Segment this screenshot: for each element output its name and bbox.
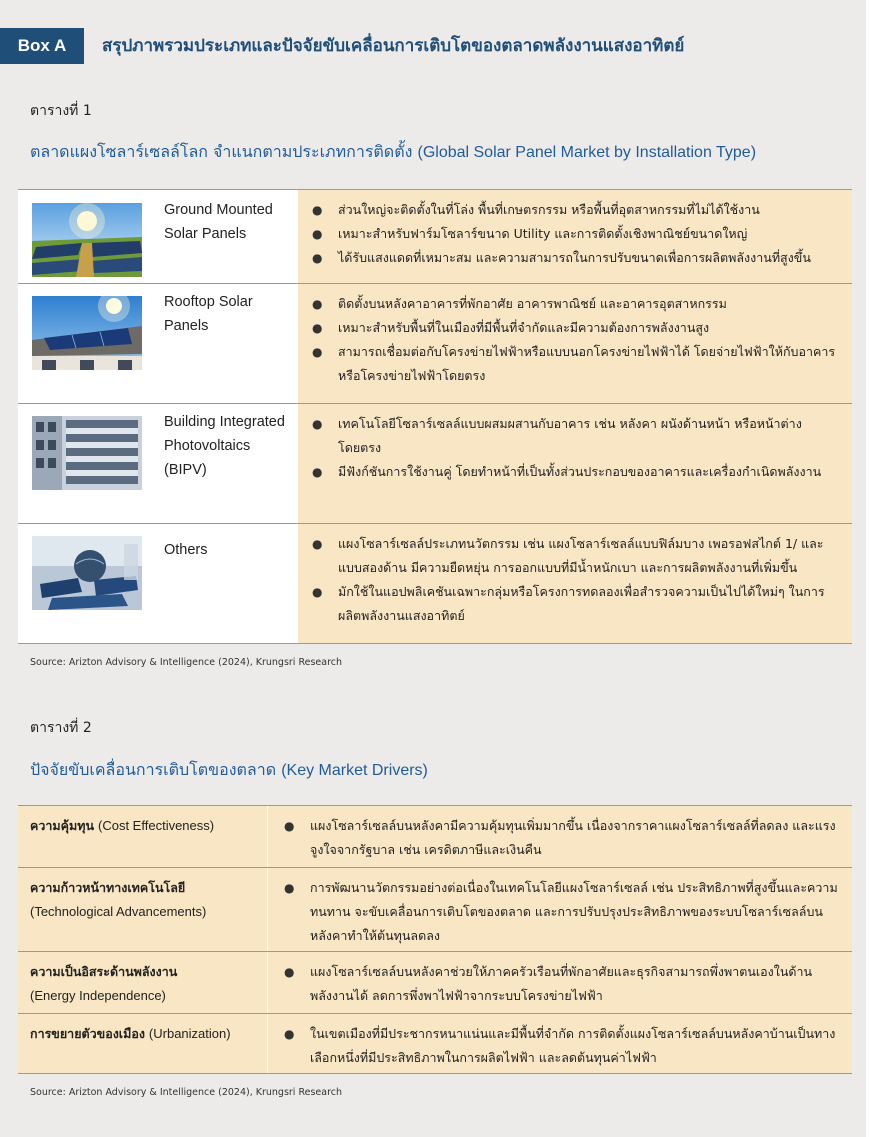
table1-source: Source: Arizton Advisory & Intelligence (2024), Krungsri Research: [30, 657, 343, 668]
description-cell: [298, 524, 852, 643]
list-item: ● แผงโซลาร์เซลล์ประเภทนวัตกรรม เช่น แผงโซลาร์เซลล์แบบฟิล์มบาง เพอรอฟสไกต์ 1/ และแบบสองด้าน มีความยืดหยุ่น การออกแบบที่มีน้ำหนักเบา และการผลิตพลังงานที่เพิ่มขึ้น: [312, 532, 842, 580]
driver-cell: [18, 952, 268, 1013]
bullet-icon: ●: [312, 465, 323, 479]
list-item: ● เทคโนโลยีโซลาร์เซลล์แบบผสมผสานกับอาคาร เช่น หลังคา ผนังด้านหน้า หรือหน้าต่างโดยตรง: [312, 412, 842, 460]
driver-name: ความก้าวหน้าทางเทคโนโลยี: [30, 880, 186, 895]
bullet-icon: ●: [312, 227, 323, 241]
driver-description-cell: [268, 868, 852, 951]
list-item: ● เหมาะสำหรับฟาร์มโซลาร์ขนาด Utility และการติดตั้งเชิงพาณิชย์ขนาดใหญ่: [312, 222, 842, 246]
driver-description-cell: [268, 1014, 852, 1073]
table-row: [18, 868, 852, 952]
table1-title: [30, 140, 756, 165]
driver-name-en: (Cost Effectiveness): [98, 818, 215, 833]
table2-title-en: (Key Market Drivers): [281, 762, 428, 779]
list-item: ● มีฟังก์ชันการใช้งานคู่ โดยทำหน้าที่เป็นทั้งส่วนประกอบของอาคารและเครื่องกำเนิดพลังงาน: [312, 460, 842, 484]
driver-name: การขยายตัวของเมือง: [30, 1026, 145, 1041]
solar-farm-image: [32, 203, 142, 277]
driver-name: ความเป็นอิสระด้านพลังงาน: [30, 964, 178, 979]
type-label: Building Integrated Photovoltaics (BIPV): [164, 414, 285, 478]
table1-title-th: ตลาดแผงโซลาร์เซลล์โลก จำแนกตามประเภทการติดตั้ง: [30, 142, 418, 161]
bullet-icon: ●: [284, 965, 295, 979]
bullet-icon: ●: [312, 537, 323, 551]
driver-description-cell: [268, 806, 852, 867]
list-item: ● มักใช้ในแอปพลิเคชันเฉพาะกลุ่มหรือโครงการทดลองเพื่อสำรวจความเป็นไปได้ใหม่ๆ ในการผลิตพลังงานแสงอาทิตย์: [312, 580, 842, 628]
table2-title-th: ปัจจัยขับเคลื่อนการเติบโตของตลาด: [30, 760, 282, 779]
list-item: ● ในเขตเมืองที่มีประชากรหนาแน่นและมีพื้นที่จำกัด การติดตั้งแผงโซลาร์เซลล์บนหลังคาบ้านเป็นทางเลือกหนึ่งที่มีประสิทธิภาพในการผลิตไฟฟ้า และลดต้นทุนค่าไฟฟ้า: [284, 1022, 842, 1070]
bullet-icon: ●: [312, 203, 323, 217]
table-row: [18, 284, 852, 404]
type-cell: [18, 524, 298, 643]
list-item: ● ส่วนใหญ่จะติดตั้งในที่โล่ง พื้นที่เกษตรกรรม หรือพื้นที่อุตสาหกรรมที่ไม่ได้ใช้งาน: [312, 198, 842, 222]
bullet-icon: ●: [312, 297, 323, 311]
table1-label: ตารางที่ 1: [30, 103, 92, 119]
bipv-facade-image: [32, 416, 142, 490]
bullet-icon: ●: [284, 881, 295, 895]
list-item: ● ได้รับแสงแดดที่เหมาะสม และความสามารถในการปรับขนาดเพื่อการผลิตพลังงานที่สูงขึ้น: [312, 246, 842, 270]
list-item: ● แผงโซลาร์เซลล์บนหลังคาช่วยให้ภาคครัวเรือนที่พักอาศัยและธุรกิจสามารถพึ่งพาตนเองในด้านพลังงานได้ ลดการพึ่งพาไฟฟ้าจากระบบโครงข่ายไฟฟ้า: [284, 960, 842, 1008]
table-row: [18, 190, 852, 284]
bullet-icon: ●: [284, 819, 295, 833]
list-item: ● การพัฒนานวัตกรรมอย่างต่อเนื่องในเทคโนโลยีแผงโซลาร์เซลล์ เช่น ประสิทธิภาพที่สูงขึ้นและความทนทาน จะขับเคลื่อนการเติบโตของตลาด และการปรับปรุงประสิทธิภาพของระบบโซลาร์เซลล์บนหลังคาทำให้ต้นทุนลดลง: [284, 876, 842, 948]
box-title: สรุปภาพรวมประเภทและปัจจัยขับเคลื่อนการเติบโตของตลาดพลังงานแสงอาทิตย์: [102, 36, 685, 56]
installation-type-table: [18, 189, 852, 644]
table1-title-en: (Global Solar Panel Market by Installation Type): [417, 144, 757, 161]
description-cell: [298, 284, 852, 403]
description-cell: [298, 190, 852, 283]
driver-name-en: (Technological Advancements): [30, 904, 207, 919]
innovative-solar-image: [32, 536, 142, 610]
driver-cell: [18, 868, 268, 951]
list-item: ● ติดตั้งบนหลังคาอาคารที่พักอาศัย อาคารพาณิชย์ และอาคารอุตสาหกรรม: [312, 292, 842, 316]
table-row: [18, 952, 852, 1014]
table-row: [18, 806, 852, 868]
table-row: [18, 1014, 852, 1074]
type-label: Ground Mounted Solar Panels: [164, 202, 273, 242]
type-cell: [18, 190, 298, 283]
type-label: Others: [164, 542, 208, 558]
driver-cell: [18, 806, 268, 867]
table2-source: Source: Arizton Advisory & Intelligence (2024), Krungsri Research: [30, 1087, 343, 1098]
table-row: [18, 404, 852, 524]
table2-label: ตารางที่ 2: [30, 720, 92, 736]
bullet-icon: ●: [312, 417, 323, 431]
type-label: Rooftop Solar Panels: [164, 294, 253, 334]
description-cell: [298, 404, 852, 523]
bullet-icon: ●: [312, 585, 323, 599]
bullet-icon: ●: [312, 321, 323, 335]
driver-name: ความคุ้มทุน: [30, 818, 95, 833]
type-cell: [18, 284, 298, 403]
driver-cell: [18, 1014, 268, 1073]
market-drivers-table: [18, 805, 852, 1074]
type-cell: [18, 404, 298, 523]
list-item: ● สามารถเชื่อมต่อกับโครงข่ายไฟฟ้าหรือแบบนอกโครงข่ายไฟฟ้าได้ โดยจ่ายไฟฟ้าให้กับอาคารหรือโครงข่ายไฟฟ้าโดยตรง: [312, 340, 842, 388]
bullet-icon: ●: [312, 251, 323, 265]
list-item: ● แผงโซลาร์เซลล์บนหลังคามีความคุ้มทุนเพิ่มมากขึ้น เนื่องจากราคาแผงโซลาร์เซลล์ที่ลดลง และแรงจูงใจจากรัฐบาล เช่น เครดิตภาษีและเงินคืน: [284, 814, 842, 862]
driver-name-en: (Urbanization): [148, 1026, 231, 1041]
table2-title: [30, 758, 428, 783]
table-row: [18, 524, 852, 644]
box-header: [0, 28, 866, 64]
list-item: ● เหมาะสำหรับพื้นที่ในเมืองที่มีพื้นที่จำกัดและมีความต้องการพลังงานสูง: [312, 316, 842, 340]
driver-name-en: (Energy Independence): [30, 988, 166, 1003]
bullet-icon: ●: [284, 1027, 295, 1041]
box-tag: Box A: [0, 28, 84, 64]
rooftop-solar-image: [32, 296, 142, 370]
driver-description-cell: [268, 952, 852, 1013]
bullet-icon: ●: [312, 345, 323, 359]
